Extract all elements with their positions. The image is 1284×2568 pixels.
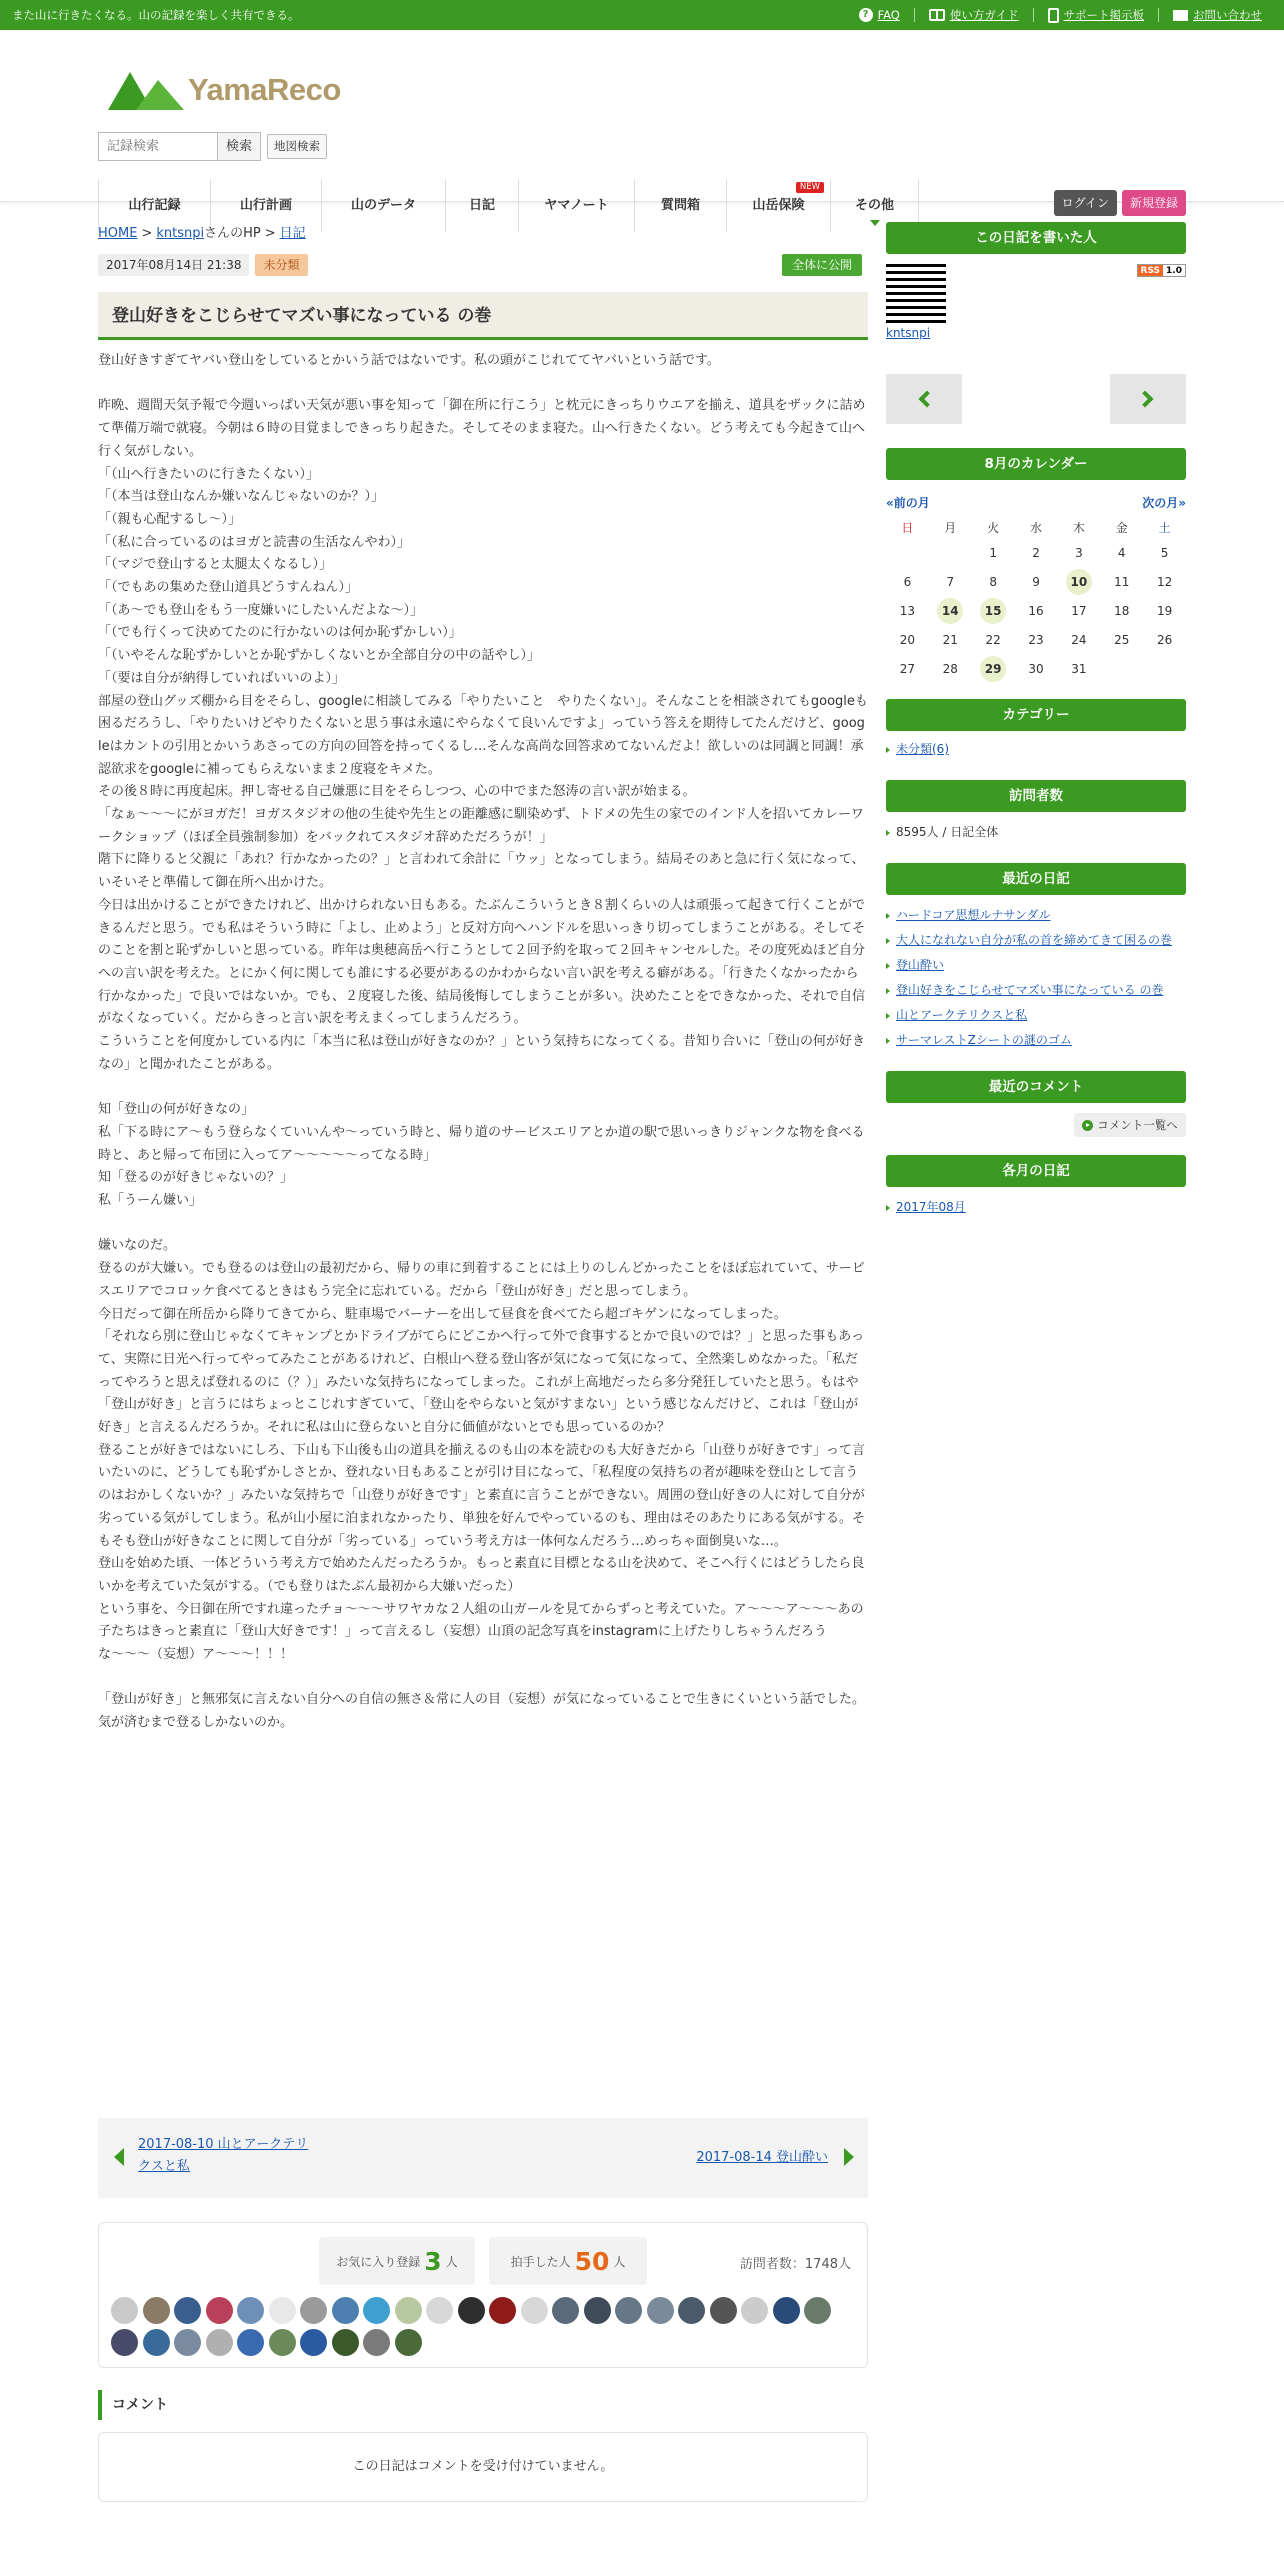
avatar[interactable] — [269, 2329, 296, 2356]
avatar[interactable] — [206, 2297, 233, 2324]
avatar[interactable] — [237, 2297, 264, 2324]
breadcrumb-home[interactable]: HOME — [98, 226, 138, 241]
visitors-list — [886, 824, 1186, 841]
avatar[interactable] — [615, 2297, 642, 2324]
calendar-nav — [886, 494, 1186, 512]
calendar-weekday: 木 — [1072, 520, 1085, 535]
calendar-day: 3 — [1075, 545, 1083, 560]
avatar[interactable] — [552, 2297, 579, 2324]
top-links — [845, 7, 1262, 23]
support-board-link[interactable]: サポート掲示板 — [1048, 7, 1145, 23]
auth-buttons — [1049, 190, 1186, 216]
map-search-button[interactable]: 地図検索 — [267, 134, 327, 159]
chevron-right-icon — [1137, 391, 1154, 408]
calendar-day: 18 — [1114, 603, 1130, 618]
category-link[interactable]: 未分類(6) — [896, 742, 949, 756]
recent-diary-link[interactable]: サーマレストZシートの謎のゴム — [896, 1033, 1072, 1047]
top-bar — [0, 0, 1284, 30]
avatar[interactable] — [773, 2297, 800, 2324]
author-card — [886, 264, 1186, 382]
avatar[interactable] — [111, 2297, 138, 2324]
category-heading: カテゴリー — [886, 699, 1186, 731]
recent-diary-list — [886, 907, 1186, 1049]
list-item — [886, 1007, 1186, 1024]
calendar-weekday: 土 — [1158, 520, 1171, 535]
list-item — [886, 1199, 1186, 1216]
calendar-day: 31 — [1071, 661, 1087, 676]
book-icon — [929, 9, 945, 21]
guide-link[interactable]: 使い方ガイド — [929, 7, 1019, 23]
avatar[interactable] — [300, 2329, 327, 2356]
avatar[interactable] — [206, 2329, 233, 2356]
prev-button[interactable] — [886, 374, 962, 424]
chevron-left-icon — [919, 391, 936, 408]
rss-badge[interactable]: RSS 1.0 — [1137, 264, 1186, 277]
breadcrumb: HOME > kntsnpiさんのHP > 日記 — [98, 226, 306, 241]
calendar-day: 8 — [989, 574, 997, 589]
visitors-heading: 訪問者数 — [886, 780, 1186, 812]
author-nav — [886, 374, 1186, 424]
new-badge: NEW — [796, 182, 824, 193]
prev-post-link[interactable]: 2017-08-10 山とアークテリクスと私 — [138, 2137, 309, 2174]
recent-diary-link[interactable]: ハードコア思想ルナサンダル — [896, 908, 1051, 922]
monthly-list — [886, 1199, 1186, 1216]
next-month-link[interactable]: 次の月» — [1142, 496, 1186, 510]
clapper-avatars — [111, 2297, 861, 2361]
calendar-day[interactable]: 29 — [972, 654, 1015, 683]
breadcrumb-user[interactable]: kntsnpi — [156, 226, 205, 241]
calendar-day: 9 — [1032, 574, 1040, 589]
divider — [914, 8, 915, 22]
calendar-day: 2 — [1032, 545, 1040, 560]
calendar-day: 25 — [1114, 632, 1130, 647]
avatar[interactable] — [300, 2297, 327, 2324]
post-meta — [98, 254, 868, 278]
category-list — [886, 741, 1186, 758]
favorite-count[interactable]: お気に入り登録 3 人 — [319, 2237, 475, 2285]
calendar-day: 1 — [989, 545, 997, 560]
faq-link[interactable]: ? FAQ — [859, 8, 900, 22]
avatar[interactable] — [804, 2297, 831, 2324]
mail-icon — [1173, 10, 1188, 21]
calendar-day: 7 — [946, 574, 955, 589]
site-header — [0, 30, 1284, 213]
avatar[interactable] — [426, 2297, 453, 2324]
nav-others[interactable]: その他 — [831, 180, 919, 232]
sidebar — [886, 222, 1186, 1224]
comments-closed-notice: この日記はコメントを受け付けていません。 — [98, 2432, 868, 2502]
calendar-weekday: 日 — [901, 520, 914, 535]
calendar-day[interactable]: 10 — [1057, 567, 1100, 596]
calendar-day: 12 — [1156, 574, 1173, 589]
calendar-day: 17 — [1071, 603, 1087, 618]
list-item — [886, 907, 1186, 924]
avatar[interactable] — [332, 2329, 359, 2356]
post-date: 2017年08月14日 21:38 — [98, 254, 249, 276]
calendar-day: 23 — [1028, 632, 1044, 647]
calendar-day: 6 — [903, 574, 912, 589]
post-title: 登山好きをこじらせてマズい事になっている の巻 — [98, 292, 868, 340]
site-logo[interactable] — [108, 70, 341, 110]
author-name-link[interactable]: kntsnpi — [886, 326, 931, 340]
caret-down-icon — [870, 220, 880, 226]
search-input[interactable] — [98, 132, 218, 161]
recent-diary-heading: 最近の日記 — [886, 863, 1186, 895]
comments-heading: コメント — [98, 2390, 868, 2420]
calendar-day: 5 — [1160, 545, 1169, 560]
nav-mountain-data[interactable]: 山のデータ — [322, 180, 446, 232]
monthly-link[interactable]: 2017年08月 — [896, 1200, 966, 1214]
calendar-day: 22 — [985, 632, 1001, 647]
nav-plans[interactable]: 山行計画 — [211, 180, 322, 232]
calendar-day: 28 — [942, 661, 958, 676]
avatar[interactable] — [678, 2297, 705, 2324]
nav-records[interactable]: 山行記録 — [99, 180, 211, 232]
calendar-day — [886, 538, 929, 567]
calendar-day — [929, 538, 972, 567]
avatar[interactable] — [143, 2329, 170, 2356]
avatar[interactable] — [174, 2329, 201, 2356]
tagline: また山に行きたくなる。山の記録を楽しく共有できる。 — [12, 8, 300, 22]
avatar[interactable] — [332, 2297, 359, 2324]
nav-insurance[interactable]: 山岳保険 NEW — [727, 180, 831, 232]
calendar-day: 4 — [1117, 545, 1126, 560]
post-pager — [98, 2118, 868, 2198]
avatar[interactable] — [489, 2297, 516, 2324]
nav-yamanote[interactable]: ヤマノート — [519, 180, 635, 232]
calendar-day: 19 — [1156, 603, 1173, 618]
calendar-heading: 8月のカレンダー — [886, 448, 1186, 480]
avatar[interactable] — [741, 2297, 768, 2324]
logo-text: YamaReco — [188, 72, 341, 107]
login-button[interactable]: ログイン — [1054, 190, 1117, 216]
avatar[interactable] — [363, 2297, 390, 2324]
post-body: 登山好きすぎてヤバい登山をしているとかいう話ではないです。私の頭がこじれててヤバいという話です。 昨晩、週間天気予報で今週いっぱい天気が悪い事を知って「御在所に行こう」と枕元にきっちりウエアを揃え、道具をザックに詰めて準備万端で就寝。今朝は６時の目覚ましできっちり起きた。そしてそのまま寝た。山へ行きたくない。どう考えても今起きて山へ行く気がしない。 「（山へ行きたいのに行きたくない）」 「（本当は登山なんか嫌いなんじゃないのか？）」 「（親も心配するし〜）」 「（私に合っているのはヨガと読書の生活なんやわ）」 「（マジで登山すると太腿太くなるし）」 「（でもあの集めた登山道具どうすんねん）」 「（あ〜でも登山をもう一度嫌いにしたいんだよな〜）」 「（でも行くって決めてたのに行かないのは何か恥ずかしい）」 「（いやそんな恥ずかしいとか恥ずかしくないとか全部自分の中の話やし）」 「（要は自分が納得していればいいのよ）」 部屋の登山グッズ棚から目をそらし、googleに相談してみる「やりたいこと やりたくない」。そんなことを相談されてもgoogleも困るだろうし、「やりたいけどやりたくないと思う事は永遠にやらなくて良いんですよ」っていう答えを期待してたんだけど、googleはカントの引用とかいうあさっての方向の回答を持ってくるし…そんな高尚な回答求めてないんだよ！欲しいのは同調と同調！承認欲求をgoogleに補ってもらえないまま２度寝をキメた。 その後８時に再度起床。押し寄せる自己嫌悪に目をそらしつつ、心の中でまた怒涛の言い訳が始まる。 「なぁ〜〜〜にがヨガだ！ヨガスタジオの他の生徒や先生との距離感に馴染めず、トドメの先生の家でのインド人を招いてカレーワークショップ（ほぼ全員強制参加）をバックれてスタジオ辞めただろうが！」 階下に降りると父親に「あれ？行かなかったの？」と言われて余計に「ウッ」となってしまう。結局そのあと急に行く気になって、いそいそと準備して御在所へ出かけた。 今日は出かけることができたけれど、出かけられない日もある。たぶんこういうとき８割くらいの人は頑張って起きて行くことができるんだと思う。でも私はそういう時に「よし、止めよう」と反対方向へハンドルを思いっきり切ってしまうことがある。そしてそのことを割と恥ずかしいと思っている。昨年は奥穂高岳へ行こうとして２回予約を取って２回キャンセルした。その度死ぬほど自分への言い訳を考えた。とにかく何に関しても誰にする必要があるのかわからない言い訳を考える癖がある。「行きたくなかったから行かなかった」で良いではないか。でも、２度寝した後、結局後悔してしまうことが多い。決めたことをできなかった、それで自信がなくなっていく。だからきっと言い訳を考えまくってしまうんだろう。 こういうことを何度かしている内に「本当に私は登山が好きなのか？」という気持ちになってくる。昔知り合いに「登山の何が好きなの」と聞かれたことがある。 知「登山の何が好きなの」 私「下る時にア〜もう登らなくていいんや〜っていう時と、帰り道のサービスエリアとか道の駅で思いっきりジャンクな物を食べる時と、あと帰って布団に入ってア〜〜〜〜〜ってなる時」 知「登るのが好きじゃないの？」 私「うーん嫌い」 嫌いなのだ。 登るのが大嫌い。でも登るのは登山の最初だから、帰りの車に到着することには上りのしんどかったことをほぼ忘れていて、サービスエリアでコロッケ食べてるときはもう完全に忘れている。だから「登山が好き」だと思ってしまう。 今日だって御在所岳から降りてきてから、駐車場でバーナーを出して昼食を食べてたら超ゴキゲンになってしまった。 「それなら別に登山じゃなくてキャンプとかドライブがてらにどこかへ行って外で食事するとかで良いのでは？」と思った事もあって、実際に日光へ行ってやってみたことがあるけれど、白根山へ登る登山客が気になって気になって、全然楽しめなかった。「私だってやろうと思えば登れるのに（？）」みたいな気持ちになってしまった。これが上高地だったら多分発狂していたと思う。もはや「登山が好き」と言うにはちょっとこじれすぎていて、「登山をやらないと気がすまない」という感じなんだけど、これは「登山が好き」と言えるんだろうか。それに私は山に登らないと自分に価値がないとでも思っているのか？ 登ることが好きではないにしろ、下山も下山後も山の道具を揃えるのも山の本を読むのも大好きだから「山登りが好きです」って言いたいのに、どうしても恥ずかしさとか、登れない日もあることが引け目になって、「私程度の気持ちの者が趣味を登山として言うのはおかしくないか？」みたいな気持ちで「山登りが好きです」と素直に言うことができない。周囲の登山好きの人に対して自分が劣っている気がしてしまう。私が山小屋に泊まれなかったり、単独を好んでやっているのも、理由はそのあたりにある気がする。そもそも登山が好きなことに関して自分が「劣っている」っていう考え方は一体何なんだろう…めっちゃ面倒臭いな…。 登山を始めた頃、一体どういう考え方で始めたんだったろうか。もっと素直に目標となる山を決めて、そこへ行くにはどうしたら良いかを考えていた気がする。（でも登りはたぶん最初から大嫌いだった） という事を、今日御在所ですれ違ったチョ〜〜〜サワヤカな２人組の山ガールを見てからずっと考えていた。ア〜〜〜ア〜〜〜あの子たちはきっと素直に「登山大好きです！」って言えるし（妄想）山頂の記念写真をinstagramに上げたりしちゃうんだろうな〜〜〜（妄想）ア〜〜〜！！！ 「登山が好き」と無邪気に言えない自分への自信の無さ＆常に人の目（妄想）が気になっていることで生きにくいという話でした。気が済むまで登るしかないのか。 — [98, 353, 868, 1731]
search-bar — [98, 132, 327, 161]
calendar-weekday: 火 — [987, 520, 1000, 535]
avatar[interactable] — [584, 2297, 611, 2324]
avatar[interactable] — [269, 2297, 296, 2324]
avatar[interactable] — [647, 2297, 674, 2324]
clap-count[interactable]: 拍手した人 50 人 — [489, 2237, 647, 2285]
prev-month-link[interactable]: «前の月 — [886, 496, 930, 510]
question-icon: ? — [859, 8, 873, 22]
next-button[interactable] — [1110, 374, 1186, 424]
calendar-day: 21 — [942, 632, 958, 647]
breadcrumb-diary[interactable]: 日記 — [279, 226, 306, 241]
list-item — [886, 932, 1186, 949]
visitor-count: 訪問者数：1748人 — [739, 2257, 851, 2272]
recent-diary-link[interactable]: 大人になれない自分が私の首を締めてきて困るの巻 — [896, 933, 1173, 947]
signup-button[interactable]: 新規登録 — [1122, 190, 1186, 216]
author-heading: この日記を書いた人 — [886, 222, 1186, 254]
calendar-day: 30 — [1028, 661, 1044, 676]
calendar-day[interactable]: 14 — [929, 596, 972, 625]
recent-diary-link[interactable]: 登山好きをこじらせてマズい事になっている の巻 — [896, 983, 1164, 997]
visibility-badge: 全体に公開 — [782, 254, 862, 276]
play-circle-icon — [1082, 1120, 1093, 1131]
calendar-day: 13 — [899, 603, 916, 618]
monthly-heading: 各月の日記 — [886, 1155, 1186, 1187]
calendar-day — [1143, 654, 1186, 683]
avatar[interactable] — [237, 2329, 264, 2356]
avatar[interactable] — [521, 2297, 548, 2324]
avatar[interactable] — [458, 2297, 485, 2324]
calendar-weekday: 金 — [1115, 520, 1128, 535]
contact-link[interactable]: お問い合わせ — [1173, 7, 1262, 23]
calendar-day: 16 — [1028, 603, 1044, 618]
recent-diary-link[interactable]: 登山酔い — [896, 958, 945, 972]
calendar-day: 27 — [899, 661, 916, 676]
avatar[interactable] — [111, 2329, 138, 2356]
nav-questions[interactable]: 質問箱 — [635, 180, 727, 232]
recent-diary-link[interactable]: 山とアークテリクスと私 — [896, 1008, 1028, 1022]
calendar-day: 24 — [1071, 632, 1087, 647]
divider — [1158, 8, 1159, 22]
search-button[interactable]: 検索 — [218, 132, 261, 161]
divider — [1033, 8, 1034, 22]
calendar-day[interactable]: 15 — [972, 596, 1015, 625]
clipboard-icon — [1048, 8, 1059, 23]
list-item: 8595人 / 日記全体 — [886, 824, 1186, 841]
calendar-weekday: 水 — [1030, 520, 1043, 535]
avatar[interactable] — [143, 2297, 170, 2324]
calendar-weekday: 月 — [944, 520, 957, 535]
avatar[interactable] — [710, 2297, 737, 2324]
diary-main — [98, 222, 868, 1735]
list-item — [886, 957, 1186, 974]
comment-list-button[interactable]: コメント一覧へ — [1074, 1113, 1186, 1137]
avatar[interactable] — [886, 264, 946, 324]
calendar-day: 20 — [899, 632, 916, 647]
avatar[interactable] — [174, 2297, 201, 2324]
avatar[interactable] — [395, 2297, 422, 2324]
avatar[interactable] — [395, 2329, 422, 2356]
calendar-day: 26 — [1156, 632, 1173, 647]
reaction-stats — [98, 2222, 868, 2368]
recent-comments-heading: 最近のコメント — [886, 1071, 1186, 1103]
calendar-day: 11 — [1114, 574, 1130, 589]
list-item — [886, 741, 1186, 758]
next-post-link[interactable]: 2017-08-14 登山酔い — [696, 2150, 828, 2165]
nav-diary[interactable]: 日記 — [446, 180, 519, 232]
category-badge[interactable]: 未分類 — [255, 254, 307, 276]
arrow-right-icon[interactable] — [844, 2148, 854, 2166]
list-item — [886, 1032, 1186, 1049]
mountain-logo-icon — [108, 70, 184, 110]
list-item — [886, 982, 1186, 999]
calendar — [886, 516, 1186, 683]
arrow-left-icon[interactable] — [114, 2148, 124, 2166]
avatar[interactable] — [363, 2329, 390, 2356]
calendar-day — [1100, 654, 1143, 683]
